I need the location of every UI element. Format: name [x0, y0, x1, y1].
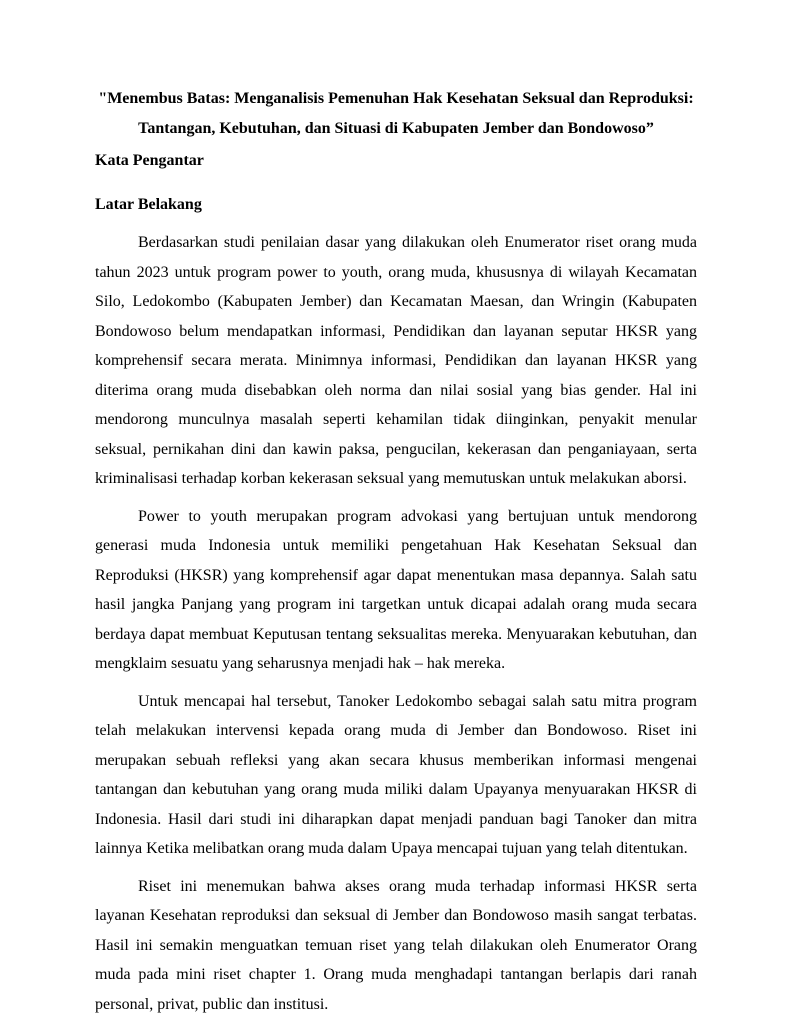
- paragraph-latar-belakang-2: Power to youth merupakan program advokasi yang bertujuan untuk mendorong generasi muda Indonesia untuk memiliki pengetahuan Hak Kesehatan Seksual dan Reproduksi (HKSR) yang komprehensif agar dapat menentukan masa depannya. Salah satu hasil jangka Panjang yang program ini targetkan untuk dicapai adalah orang muda secara berdaya dapat membuat Keputusan tentang seksualitas mereka. Menyuarakan kebutuhan, dan mengklaim sesuatu yang seharusnya menjadi hak – hak mereka.: [95, 507, 697, 672]
- heading-latar-belakang: Latar Belakang: [95, 196, 202, 213]
- heading-kata-pengantar: Kata Pengantar: [95, 152, 204, 169]
- document-title: [95, 84, 697, 144]
- paragraph-latar-belakang-1: Berdasarkan studi penilaian dasar yang dilakukan oleh Enumerator riset orang muda tahun 2023 untuk program power to youth, orang muda, khususnya di wilayah Kecamatan Silo, Ledokombo (Kabupaten Jember) dan Kecamatan Maesan, dan Wringin (Kabupaten Bondowoso belum mendapatkan informasi, Pendidikan dan layanan seputar HKSR yang komprehensif secara merata. Minimnya informasi, Pendidikan dan layanan HKSR yang diterima orang muda disebabkan oleh norma dan nilai sosial yang bias gender. Hal ini mendorong munculnya masalah seperti kehamilan tidak diinginkan, penyakit menular seksual, pernikahan dini dan kawin paksa, pengucilan, kekerasan dan penganiayaan, serta kriminalisasi terhadap korban kekerasan seksual yang memutuskan untuk melakukan aborsi.: [95, 234, 697, 487]
- document-title-line-2: Tantangan, Kebutuhan, dan Situasi di Kabupaten Jember dan Bondowoso”: [138, 120, 654, 137]
- document-title-line-1: "Menembus Batas: Menganalisis Pemenuhan Hak Kesehatan Seksual dan Reproduksi:: [98, 90, 694, 107]
- paragraph-latar-belakang-4: Riset ini menemukan bahwa akses orang muda terhadap informasi HKSR serta layanan Kesehatan reproduksi dan seksual di Jember dan Bondowoso masih sangat terbatas. Hasil ini semakin menguatkan temuan riset yang telah dilakukan oleh Enumerator Orang muda pada mini riset chapter 1. Orang muda menghadapi tantangan berlapis dari ranah personal, privat, public dan institusi.: [95, 877, 697, 1013]
- paragraph-latar-belakang-3: Untuk mencapai hal tersebut, Tanoker Ledokombo sebagai salah satu mitra program telah melakukan intervensi kepada orang muda di Jember dan Bondowoso. Riset ini merupakan sebuah refleksi yang akan secara khusus memberikan informasi mengenai tantangan dan kebutuhan yang orang muda miliki dalam Upayanya menyuarakan HKSR di Indonesia. Hasil dari studi ini diharapkan dapat menjadi panduan bagi Tanoker dan mitra lainnya Ketika melibatkan orang muda dalam Upaya mencapai tujuan yang telah ditentukan.: [95, 692, 697, 857]
